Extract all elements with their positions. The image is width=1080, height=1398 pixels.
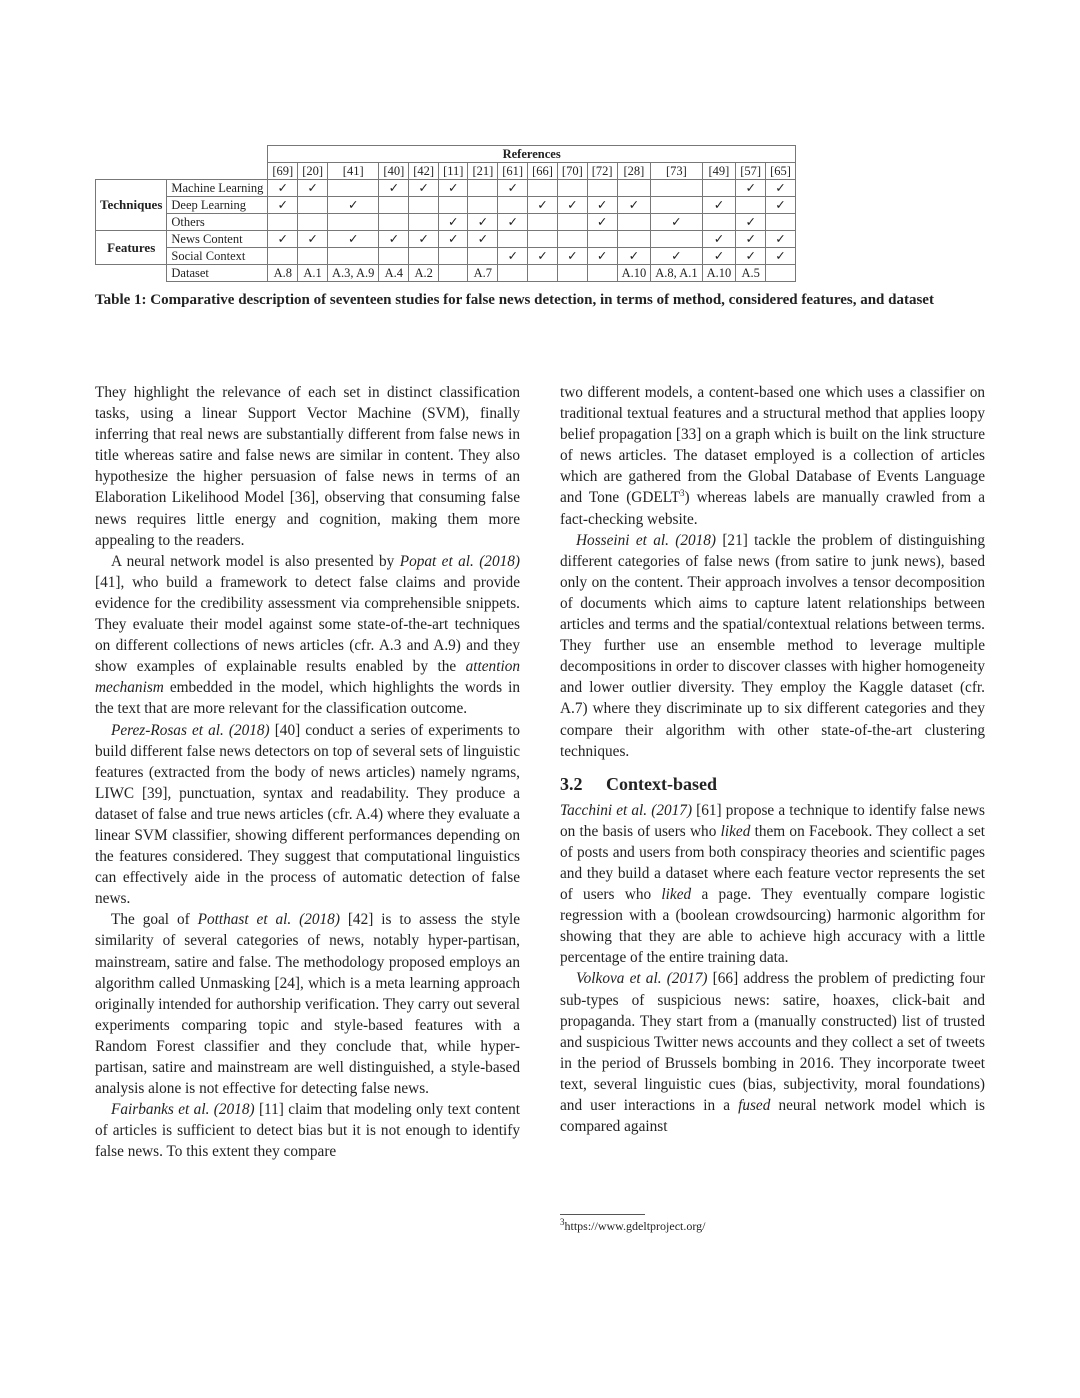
empty-cell — [702, 180, 736, 197]
check-mark: ✓ — [268, 180, 298, 197]
empty-cell — [439, 197, 468, 214]
text-run: A neural network model is also presented by — [111, 552, 400, 570]
check-mark: ✓ — [702, 197, 736, 214]
empty-cell — [268, 214, 298, 231]
empty-cell — [528, 231, 558, 248]
text-run: The goal of — [111, 911, 198, 929]
emphasis-text: Perez-Rosas et al. (2018) — [111, 721, 270, 739]
check-mark: ✓ — [409, 180, 439, 197]
references-header: References — [268, 146, 796, 163]
text-run: two different models, a content-based one which uses a classifier on traditional textual features and a structural method that applies loopy belief propagation [33] on a graph which is built on the link structure of news articles. The dataset employed is a collection of articles which are gathered from the Global Database of Events Language and Tone (GDELT — [560, 384, 985, 507]
empty-cell — [617, 180, 651, 197]
check-mark: ✓ — [702, 248, 736, 265]
reference-header: [70] — [557, 163, 587, 180]
dataset-cell: A.10 — [617, 265, 651, 282]
check-mark: ✓ — [651, 214, 702, 231]
paragraph — [95, 551, 520, 720]
dataset-cell — [528, 265, 558, 282]
check-mark: ✓ — [268, 197, 298, 214]
empty-cell — [766, 214, 796, 231]
reference-header: [69] — [268, 163, 298, 180]
section-number: 3.2 — [560, 773, 583, 794]
text-run: neural network model which is compared against — [560, 1097, 985, 1136]
row-label: Social Context — [167, 248, 268, 265]
empty-cell — [268, 248, 298, 265]
empty-cell — [468, 248, 498, 265]
reference-header: [20] — [298, 163, 328, 180]
reference-header: [66] — [528, 163, 558, 180]
check-mark: ✓ — [702, 231, 736, 248]
empty-cell — [379, 248, 409, 265]
empty-cell — [557, 214, 587, 231]
reference-header: [72] — [587, 163, 617, 180]
comparison-table — [95, 145, 796, 282]
check-mark: ✓ — [557, 248, 587, 265]
dataset-cell: A.8, A.1 — [651, 265, 702, 282]
empty-cell — [409, 214, 439, 231]
text-run: a page. They eventually compare logistic regression with a (boolean crowdsourcing) harmonic algorithm for showing that they are able to achieve high accuracy with a little percentage of the entire training data. — [560, 886, 985, 967]
row-label: Machine Learning — [167, 180, 268, 197]
check-mark: ✓ — [528, 197, 558, 214]
check-mark: ✓ — [766, 197, 796, 214]
footnote-url[interactable]: https://www.gdeltproject.org/ — [564, 1219, 706, 1233]
check-mark: ✓ — [587, 197, 617, 214]
footnote-mark: 3 — [560, 1217, 565, 1227]
check-mark: ✓ — [298, 180, 328, 197]
text-run: They highlight the relevance of each set in distinct classification tasks, using a linear Support Vector Machine (SVM), finally inferring that real news are substantially different from false news in title whereas satire and false news are similar in content. They also hypothesize the higher persuasion of false news in terms of an Elaboration Likelihood Model [36], observing that consuming false news requires little energy and cognition, making them more appealing to the readers. — [95, 384, 520, 549]
text-run: ) whereas labels are manually crawled from a fact-checking website. — [560, 489, 985, 528]
empty-cell — [379, 197, 409, 214]
empty-cell — [617, 231, 651, 248]
emphasis-text: Tacchini et al. (2017) — [560, 801, 693, 819]
text-run: [61] propose a technique to identify false news on the basis of users who — [560, 801, 985, 840]
paragraph — [95, 720, 520, 910]
reference-header: [49] — [702, 163, 736, 180]
check-mark: ✓ — [379, 180, 409, 197]
emphasis-text: Popat et al. (2018) — [399, 552, 520, 570]
table-row — [96, 265, 796, 282]
empty-cell — [617, 214, 651, 231]
empty-cell — [328, 214, 379, 231]
emphasis-text: Hosseini et al. (2018) — [576, 531, 717, 549]
paragraph — [560, 968, 985, 1137]
check-mark: ✓ — [736, 231, 766, 248]
check-mark: ✓ — [409, 231, 439, 248]
reference-header: [41] — [328, 163, 379, 180]
table-row — [96, 197, 796, 214]
emphasis-text: Potthast et al. (2018) — [197, 911, 340, 929]
check-mark: ✓ — [379, 231, 409, 248]
empty-cell — [379, 214, 409, 231]
check-mark: ✓ — [736, 214, 766, 231]
paragraph — [95, 909, 520, 1099]
table-caption: Table 1: Comparative description of seventeen studies for false news detection, in terms of method, considered features, and dataset — [95, 292, 934, 308]
empty-cell — [702, 214, 736, 231]
check-mark: ✓ — [328, 197, 379, 214]
empty-cell — [298, 214, 328, 231]
check-mark: ✓ — [528, 248, 558, 265]
paragraph — [95, 382, 520, 551]
emphasis-text: attention mechanism — [95, 658, 520, 697]
check-mark: ✓ — [439, 180, 468, 197]
check-mark: ✓ — [766, 180, 796, 197]
dataset-cell — [439, 265, 468, 282]
text-run: [11] claim that modeling only text content of articles is sufficient to detect bias but it is not enough to identify false news. To this extent they compare — [95, 1101, 521, 1161]
emphasis-text: Volkova et al. (2017) — [576, 970, 708, 988]
row-label: News Content — [167, 231, 268, 248]
empty-cell — [651, 180, 702, 197]
empty-cell — [439, 248, 468, 265]
dataset-cell — [557, 265, 587, 282]
check-mark: ✓ — [498, 180, 528, 197]
row-label: Others — [167, 214, 268, 231]
empty-cell — [557, 231, 587, 248]
row-label: Dataset — [167, 265, 268, 282]
footnote-ref: 3 — [680, 488, 685, 499]
section-heading — [560, 772, 985, 796]
check-mark: ✓ — [587, 214, 617, 231]
dataset-cell: A.2 — [409, 265, 439, 282]
reference-header: [40] — [379, 163, 409, 180]
check-mark: ✓ — [557, 197, 587, 214]
text-run: [66] address the problem of predicting four sub-types of suspicious news: satire, hoaxes, click-bait and propaganda. They start from a (manually constructed) list of trusted and suspicious Twitter news accounts and they collect a set of tweets in the period of Brussels bombing in 2016. They incorporate tweet text, several linguistic cues (bias, subjectivity, moral foundations) and user interactions in a — [560, 970, 985, 1114]
emphasis-text: liked — [720, 822, 751, 840]
check-mark: ✓ — [617, 197, 651, 214]
empty-cell — [498, 197, 528, 214]
blank-cell — [96, 163, 268, 180]
table-row — [96, 231, 796, 248]
blank-cell — [96, 146, 268, 163]
right-column — [560, 382, 985, 1137]
paragraph — [560, 382, 985, 530]
reference-header: [11] — [439, 163, 468, 180]
paragraph — [560, 530, 985, 762]
group-label: Techniques — [96, 180, 167, 231]
text-run: them on Facebook. They collect a set of posts and users from both conspiracy theories and scientific pages and they build a dataset where each feature vector represents the set of users who — [560, 822, 985, 904]
reference-header: [73] — [651, 163, 702, 180]
dataset-cell: A.3, A.9 — [328, 265, 379, 282]
dataset-cell: A.7 — [468, 265, 498, 282]
empty-cell — [736, 197, 766, 214]
check-mark: ✓ — [468, 231, 498, 248]
emphasis-text: liked — [661, 886, 692, 904]
text-run: embedded in the model, which highlights the words in the text that are more relevant for the classification outcome. — [95, 679, 520, 718]
reference-header: [57] — [736, 163, 766, 180]
empty-cell — [409, 197, 439, 214]
check-mark: ✓ — [651, 248, 702, 265]
empty-cell — [328, 180, 379, 197]
empty-cell — [528, 180, 558, 197]
table-row — [96, 248, 796, 265]
empty-cell — [328, 248, 379, 265]
empty-cell — [587, 180, 617, 197]
dataset-cell: A.4 — [379, 265, 409, 282]
check-mark: ✓ — [736, 248, 766, 265]
text-run: [40] conduct a series of experiments to build different false news detectors on top of several sets of linguistic features (extracted from the body of news articles) namely ngrams, LIWC [39], punctuation, syntax and readability. They produce a dataset of false and true news articles (cfr. A.4) where they evaluate a linear SVM classifier, showing different performances depending on the features considered. They suggest that computational linguistics can effectively aide in the process of automatic detection of false news. — [95, 721, 520, 908]
check-mark: ✓ — [268, 231, 298, 248]
text-run: [21] tackle the problem of distinguishing different categories of false news (from satire to junk news), based only on the content. Their approach involves a tensor decomposition of documents which aims to capture latent relationships between articles and terms and the spatial/contextual relations between terms. They further use an ensemble method to leverage multiple decompositions in order to discover classes with higher homogeneity and lower outlier diversity. They employ the Kaggle dataset (cfr. A.7) where they discriminate up to six different categories and they compare their algorithm with other state-of-the-art clustering techniques. — [560, 531, 985, 760]
reference-header: [65] — [766, 163, 796, 180]
table-row — [96, 180, 796, 197]
text-run: [41], who build a framework to detect false claims and provide evidence for the credibility assessment via comprehensible snippets. They evaluate their model against some state-of-the-art techniques on different collections of news articles (cfr. A.3 and A.9) and they show examples of explainable results enabled by the — [95, 573, 520, 676]
empty-cell — [651, 231, 702, 248]
section-title: Context-based — [606, 773, 717, 794]
empty-cell — [587, 231, 617, 248]
paragraph — [560, 800, 985, 969]
check-mark: ✓ — [766, 248, 796, 265]
check-mark: ✓ — [498, 248, 528, 265]
paragraph — [95, 1099, 520, 1162]
text-run: [42] is to assess the style similarity of several categories of news, notably hyper-partisan, mainstream, satire and false. The methodology proposed employs an algorithm called Unmasking [24], which is a meta learning approach originally intended for authorship verification. They carry out several experiments comparing topic and style-based features with a Random Forest classifier and they conclude that, while hyper-partisan, satire and mainstream are well distinguished, a style-based analysis alone is not effective for detecting false news. — [95, 911, 520, 1098]
dataset-cell — [766, 265, 796, 282]
empty-cell — [468, 180, 498, 197]
dataset-cell: A.5 — [736, 265, 766, 282]
empty-cell — [409, 248, 439, 265]
group-label: Features — [96, 231, 167, 265]
dataset-cell — [587, 265, 617, 282]
row-label: Deep Learning — [167, 197, 268, 214]
reference-header: [42] — [409, 163, 439, 180]
empty-cell — [651, 197, 702, 214]
check-mark: ✓ — [468, 214, 498, 231]
check-mark: ✓ — [617, 248, 651, 265]
emphasis-text: Fairbanks et al. (2018) — [111, 1101, 255, 1119]
reference-header: [21] — [468, 163, 498, 180]
blank-cell — [96, 265, 167, 282]
check-mark: ✓ — [439, 231, 468, 248]
check-mark: ✓ — [736, 180, 766, 197]
dataset-cell — [498, 265, 528, 282]
empty-cell — [468, 197, 498, 214]
emphasis-text: fused — [738, 1097, 771, 1114]
left-column — [95, 382, 520, 1162]
dataset-cell: A.10 — [702, 265, 736, 282]
empty-cell — [298, 248, 328, 265]
reference-header: [28] — [617, 163, 651, 180]
empty-cell — [498, 231, 528, 248]
check-mark: ✓ — [328, 231, 379, 248]
empty-cell — [557, 180, 587, 197]
footnote — [560, 1219, 705, 1234]
empty-cell — [528, 214, 558, 231]
empty-cell — [298, 197, 328, 214]
reference-header: [61] — [498, 163, 528, 180]
dataset-cell: A.8 — [268, 265, 298, 282]
check-mark: ✓ — [439, 214, 468, 231]
dataset-cell: A.1 — [298, 265, 328, 282]
footnote-rule — [560, 1214, 645, 1215]
check-mark: ✓ — [587, 248, 617, 265]
table-row — [96, 214, 796, 231]
check-mark: ✓ — [766, 231, 796, 248]
check-mark: ✓ — [298, 231, 328, 248]
check-mark: ✓ — [498, 214, 528, 231]
